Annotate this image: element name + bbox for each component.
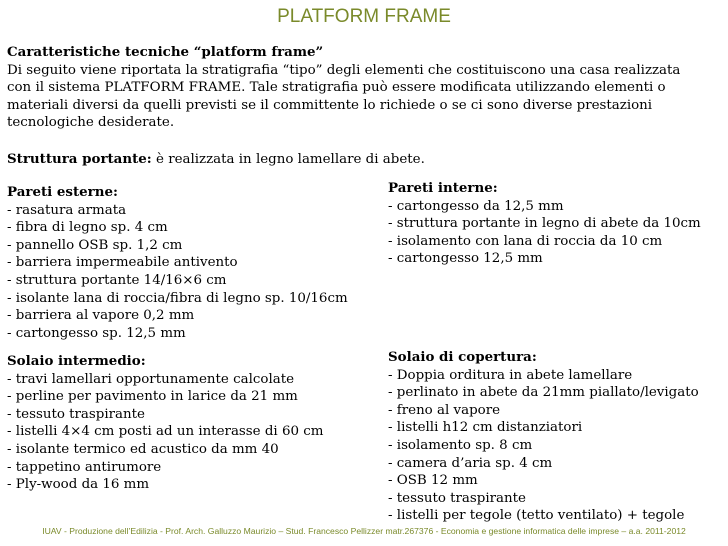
intro-heading: Caratteristiche tecniche “platform frame” (7, 44, 324, 60)
list-item: - fibra di legno sp. 4 cm (7, 220, 168, 236)
struttura-text: è realizzata in legno lamellare di abete. (151, 152, 425, 167)
struttura-label: Struttura portante: (7, 151, 152, 167)
solaio-copertura-section (388, 349, 699, 525)
list-item: - tessuto traspirante (7, 406, 145, 422)
struttura-portante (7, 151, 425, 169)
list-item: - isolamento con lana di roccia da 10 cm (388, 233, 663, 249)
list-item: - listelli per tegole (tetto ventilato) + tegole (388, 508, 685, 524)
list-item: - barriera al vapore 0,2 mm (7, 308, 195, 324)
solaio-copertura-heading: Solaio di copertura: (388, 349, 537, 365)
list-item: - pannello OSB sp. 1,2 cm (7, 237, 183, 253)
list-item: - tappetino antirumore (7, 459, 162, 475)
list-item: - cartongesso da 12,5 mm (388, 198, 564, 214)
list-item: - OSB 12 mm (388, 473, 478, 489)
list-item: - listelli h12 cm distanziatori (388, 420, 583, 436)
list-item: - isolante lana di roccia/fibra di legno sp. 10/16cm (7, 290, 348, 306)
list-item: - isolante termico ed acustico da mm 40 (7, 441, 279, 457)
list-item: - perlinato in abete da 21mm piallato/levigato (388, 385, 699, 401)
list-item: - struttura portante 14/16×6 cm (7, 272, 227, 288)
list-item: - freno al vapore (388, 402, 501, 418)
intro-line: materiali diversi da quelli previsti se il committente lo richiede o se ci sono diverse prestazioni (7, 97, 653, 113)
list-item: - travi lamellari opportunamente calcolate (7, 371, 295, 387)
solaio-intermedio-heading: Solaio intermedio: (7, 353, 146, 369)
pareti-esterne-heading: Pareti esterne: (7, 184, 118, 200)
intro-line: con il sistema PLATFORM FRAME. Tale stratigrafia può essere modificata utilizzando elementi o (7, 80, 666, 96)
list-item: - perline per pavimento in larice da 21 mm (7, 389, 298, 405)
solaio-intermedio-section (7, 353, 323, 494)
list-item: - Doppia orditura in abete lamellare (388, 367, 633, 383)
list-item: - struttura portante in legno di abete da 10cm (388, 216, 701, 232)
list-item: - rasatura armata (7, 202, 127, 218)
pareti-interne-section (388, 180, 701, 268)
list-item: - isolamento sp. 8 cm (388, 437, 533, 453)
list-item: - listelli 4×4 cm posti ad un interasse di 60 cm (7, 424, 324, 440)
pareti-esterne-section (7, 184, 348, 342)
list-item: - barriera impermeabile antivento (7, 255, 238, 271)
list-item: - camera d’aria sp. 4 cm (388, 455, 553, 471)
footer-credits: IUAV - Produzione dell’Edilizia - Prof. Arch. Galluzzo Maurizio – Stud. Francesco Pellizzer matr.267376 - Economia e gestione informatica delle imprese – a.a. 2011-2012 (42, 526, 686, 536)
intro-section (7, 44, 725, 132)
intro-line: tecnologiche desiderate. (7, 115, 175, 131)
list-item: - Ply-wood da 16 mm (7, 477, 150, 493)
pareti-interne-heading: Pareti interne: (388, 180, 498, 196)
intro-line: Di seguito viene riportata la stratigrafia “tipo” degli elementi che costituiscono una casa realizzata (7, 62, 681, 78)
page-title: PLATFORM FRAME (277, 6, 451, 27)
list-item: - cartongesso sp. 12,5 mm (7, 325, 186, 341)
list-item: - tessuto traspirante (388, 490, 526, 506)
list-item: - cartongesso 12,5 mm (388, 251, 543, 267)
